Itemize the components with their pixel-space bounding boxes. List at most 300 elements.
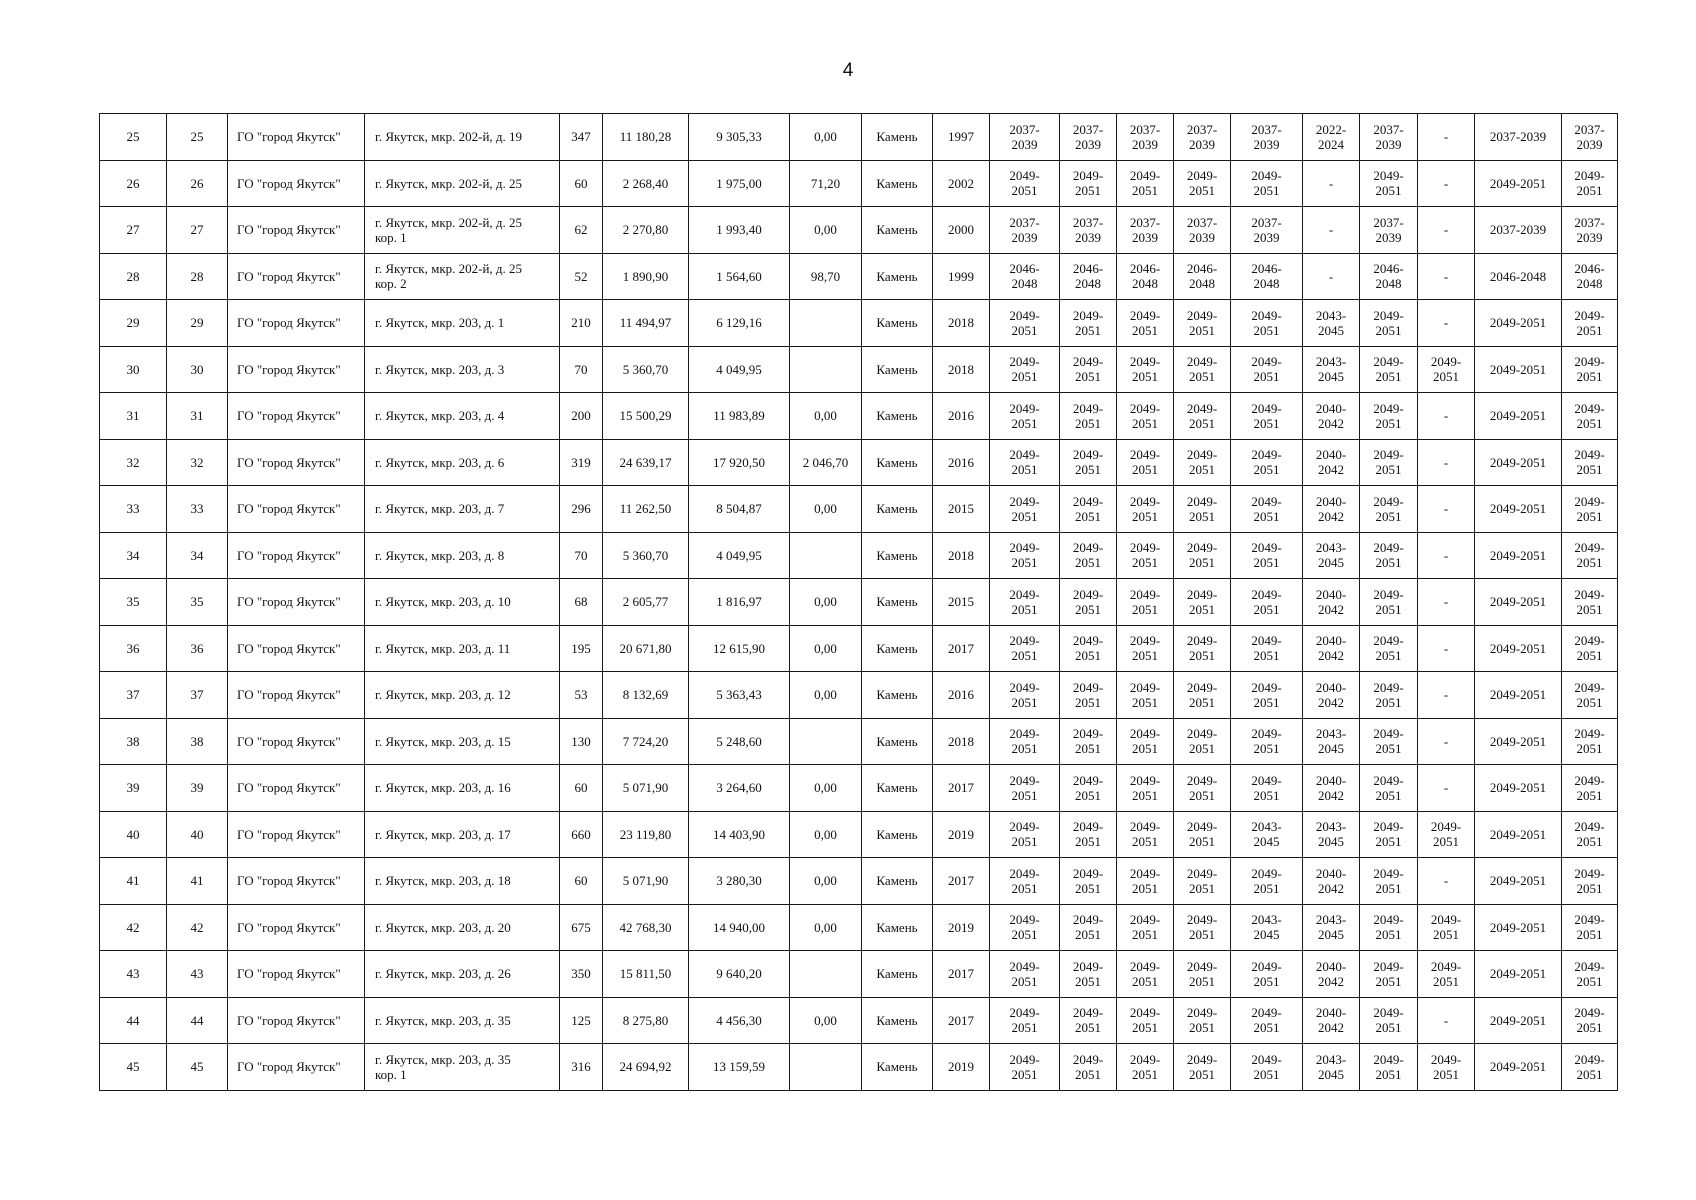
work-period-cell-4: 2049- 2051 (1174, 718, 1231, 765)
work-period-cell-1: 2049- 2051 (990, 672, 1060, 719)
work-period-cell-4: 2049- 2051 (1174, 997, 1231, 1044)
program-number-cell: 38 (167, 718, 228, 765)
work-period-cell-9: 2049-2051 (1475, 904, 1562, 951)
municipality-cell: ГО "город Якутск" (228, 207, 365, 254)
program-number-cell: 25 (167, 114, 228, 161)
table-row (100, 765, 1618, 812)
work-period-cell-8: - (1418, 625, 1475, 672)
commission-year-cell: 2019 (933, 811, 990, 858)
work-period-cell-2: 2049- 2051 (1060, 951, 1117, 998)
work-period-cell-9: 2049-2051 (1475, 393, 1562, 440)
nonliving-area-cell: 0,00 (790, 393, 862, 440)
work-period-cell-5: 2046- 2048 (1231, 253, 1303, 300)
work-period-cell-5: 2049- 2051 (1231, 672, 1303, 719)
work-period-cell-5: 2049- 2051 (1231, 765, 1303, 812)
work-period-cell-4: 2049- 2051 (1174, 858, 1231, 905)
commission-year-cell: 2017 (933, 765, 990, 812)
work-period-cell-2: 2037- 2039 (1060, 114, 1117, 161)
living-area-cell: 4 456,30 (689, 997, 790, 1044)
address-cell: г. Якутск, мкр. 203, д. 3 (365, 346, 560, 393)
municipality-cell: ГО "город Якутск" (228, 160, 365, 207)
work-period-cell-8: 2049- 2051 (1418, 346, 1475, 393)
address-cell: г. Якутск, мкр. 203, д. 1 (365, 300, 560, 347)
work-period-cell-6: 2043- 2045 (1303, 346, 1360, 393)
table-row (100, 579, 1618, 626)
work-period-cell-5: 2049- 2051 (1231, 300, 1303, 347)
work-period-cell-9: 2037-2039 (1475, 207, 1562, 254)
wall-material-cell: Камень (862, 114, 933, 161)
work-period-cell-10: 2049- 2051 (1562, 765, 1618, 812)
work-period-cell-1: 2049- 2051 (990, 486, 1060, 533)
living-area-cell: 12 615,90 (689, 625, 790, 672)
municipality-cell: ГО "город Якутск" (228, 904, 365, 951)
work-period-cell-2: 2049- 2051 (1060, 625, 1117, 672)
work-period-cell-3: 2049- 2051 (1117, 625, 1174, 672)
work-period-cell-7: 2049- 2051 (1360, 486, 1418, 533)
living-area-cell: 17 920,50 (689, 439, 790, 486)
work-period-cell-7: 2049- 2051 (1360, 439, 1418, 486)
program-number-cell: 35 (167, 579, 228, 626)
program-number-cell: 29 (167, 300, 228, 347)
residents-cell: 60 (560, 858, 603, 905)
commission-year-cell: 2019 (933, 904, 990, 951)
living-area-cell: 5 363,43 (689, 672, 790, 719)
work-period-cell-2: 2049- 2051 (1060, 439, 1117, 486)
work-period-cell-3: 2049- 2051 (1117, 393, 1174, 440)
work-period-cell-2: 2049- 2051 (1060, 672, 1117, 719)
work-period-cell-8: - (1418, 532, 1475, 579)
row-number-cell: 31 (100, 393, 167, 440)
commission-year-cell: 1999 (933, 253, 990, 300)
living-area-cell: 13 159,59 (689, 1044, 790, 1091)
work-period-cell-8: - (1418, 207, 1475, 254)
total-area-cell: 5 360,70 (603, 532, 689, 579)
work-period-cell-6: - (1303, 160, 1360, 207)
work-period-cell-3: 2049- 2051 (1117, 858, 1174, 905)
wall-material-cell: Камень (862, 207, 933, 254)
work-period-cell-8: - (1418, 672, 1475, 719)
table-row (100, 672, 1618, 719)
nonliving-area-cell (790, 1044, 862, 1091)
work-period-cell-7: 2049- 2051 (1360, 765, 1418, 812)
work-period-cell-10: 2049- 2051 (1562, 811, 1618, 858)
work-period-cell-3: 2049- 2051 (1117, 486, 1174, 533)
address-cell: г. Якутск, мкр. 203, д. 16 (365, 765, 560, 812)
work-period-cell-7: 2046- 2048 (1360, 253, 1418, 300)
work-period-cell-9: 2049-2051 (1475, 858, 1562, 905)
work-period-cell-3: 2049- 2051 (1117, 765, 1174, 812)
wall-material-cell: Камень (862, 160, 933, 207)
work-period-cell-3: 2049- 2051 (1117, 579, 1174, 626)
work-period-cell-2: 2049- 2051 (1060, 532, 1117, 579)
municipality-cell: ГО "город Якутск" (228, 811, 365, 858)
work-period-cell-9: 2049-2051 (1475, 765, 1562, 812)
residents-cell: 70 (560, 346, 603, 393)
work-period-cell-10: 2049- 2051 (1562, 1044, 1618, 1091)
work-period-cell-9: 2037-2039 (1475, 114, 1562, 161)
living-area-cell: 6 129,16 (689, 300, 790, 347)
work-period-cell-3: 2049- 2051 (1117, 160, 1174, 207)
wall-material-cell: Камень (862, 718, 933, 765)
municipality-cell: ГО "город Якутск" (228, 718, 365, 765)
wall-material-cell: Камень (862, 672, 933, 719)
residents-cell: 195 (560, 625, 603, 672)
work-period-cell-7: 2049- 2051 (1360, 346, 1418, 393)
work-period-cell-9: 2049-2051 (1475, 439, 1562, 486)
commission-year-cell: 2015 (933, 486, 990, 533)
work-period-cell-1: 2049- 2051 (990, 811, 1060, 858)
work-period-cell-6: 2043- 2045 (1303, 718, 1360, 765)
address-cell: г. Якутск, мкр. 203, д. 18 (365, 858, 560, 905)
table-row (100, 114, 1618, 161)
work-period-cell-8: - (1418, 997, 1475, 1044)
work-period-cell-4: 2049- 2051 (1174, 393, 1231, 440)
total-area-cell: 5 360,70 (603, 346, 689, 393)
row-number-cell: 34 (100, 532, 167, 579)
address-cell: г. Якутск, мкр. 203, д. 4 (365, 393, 560, 440)
work-period-cell-6: - (1303, 207, 1360, 254)
work-period-cell-10: 2049- 2051 (1562, 532, 1618, 579)
total-area-cell: 11 262,50 (603, 486, 689, 533)
work-period-cell-3: 2049- 2051 (1117, 532, 1174, 579)
work-period-cell-8: - (1418, 579, 1475, 626)
row-number-cell: 35 (100, 579, 167, 626)
work-period-cell-5: 2049- 2051 (1231, 625, 1303, 672)
work-period-cell-7: 2049- 2051 (1360, 393, 1418, 440)
work-period-cell-5: 2049- 2051 (1231, 393, 1303, 440)
work-period-cell-3: 2037- 2039 (1117, 207, 1174, 254)
row-number-cell: 36 (100, 625, 167, 672)
work-period-cell-7: 2049- 2051 (1360, 625, 1418, 672)
address-cell: г. Якутск, мкр. 203, д. 6 (365, 439, 560, 486)
work-period-cell-10: 2037- 2039 (1562, 114, 1618, 161)
work-period-cell-3: 2049- 2051 (1117, 904, 1174, 951)
table-row (100, 951, 1618, 998)
total-area-cell: 8 275,80 (603, 997, 689, 1044)
commission-year-cell: 2018 (933, 300, 990, 347)
row-number-cell: 28 (100, 253, 167, 300)
residents-cell: 62 (560, 207, 603, 254)
table-row (100, 300, 1618, 347)
wall-material-cell: Камень (862, 579, 933, 626)
commission-year-cell: 2018 (933, 532, 990, 579)
program-number-cell: 31 (167, 393, 228, 440)
living-area-cell: 1 975,00 (689, 160, 790, 207)
table-row (100, 858, 1618, 905)
work-period-cell-5: 2049- 2051 (1231, 160, 1303, 207)
work-period-cell-1: 2049- 2051 (990, 904, 1060, 951)
wall-material-cell: Камень (862, 811, 933, 858)
nonliving-area-cell (790, 951, 862, 998)
work-period-cell-9: 2049-2051 (1475, 951, 1562, 998)
residents-cell: 319 (560, 439, 603, 486)
table-row (100, 718, 1618, 765)
nonliving-area-cell: 0,00 (790, 858, 862, 905)
work-period-cell-10: 2049- 2051 (1562, 393, 1618, 440)
program-number-cell: 44 (167, 997, 228, 1044)
work-period-cell-5: 2049- 2051 (1231, 718, 1303, 765)
wall-material-cell: Камень (862, 346, 933, 393)
work-period-cell-8: 2049- 2051 (1418, 951, 1475, 998)
work-period-cell-7: 2049- 2051 (1360, 904, 1418, 951)
municipality-cell: ГО "город Якутск" (228, 114, 365, 161)
row-number-cell: 32 (100, 439, 167, 486)
table-row (100, 532, 1618, 579)
row-number-cell: 44 (100, 997, 167, 1044)
municipality-cell: ГО "город Якутск" (228, 532, 365, 579)
program-number-cell: 26 (167, 160, 228, 207)
work-period-cell-3: 2049- 2051 (1117, 346, 1174, 393)
residents-cell: 347 (560, 114, 603, 161)
work-period-cell-8: - (1418, 160, 1475, 207)
wall-material-cell: Камень (862, 532, 933, 579)
residents-cell: 60 (560, 765, 603, 812)
wall-material-cell: Камень (862, 997, 933, 1044)
nonliving-area-cell: 0,00 (790, 207, 862, 254)
work-period-cell-10: 2049- 2051 (1562, 160, 1618, 207)
program-number-cell: 34 (167, 532, 228, 579)
row-number-cell: 29 (100, 300, 167, 347)
work-period-cell-6: 2040- 2042 (1303, 393, 1360, 440)
commission-year-cell: 2002 (933, 160, 990, 207)
address-cell: г. Якутск, мкр. 202-й, д. 19 (365, 114, 560, 161)
living-area-cell: 3 280,30 (689, 858, 790, 905)
table-row (100, 904, 1618, 951)
work-period-cell-10: 2049- 2051 (1562, 858, 1618, 905)
work-period-cell-4: 2049- 2051 (1174, 160, 1231, 207)
municipality-cell: ГО "город Якутск" (228, 997, 365, 1044)
work-period-cell-8: - (1418, 486, 1475, 533)
work-period-cell-1: 2049- 2051 (990, 300, 1060, 347)
work-period-cell-7: 2049- 2051 (1360, 579, 1418, 626)
municipality-cell: ГО "город Якутск" (228, 486, 365, 533)
work-period-cell-10: 2049- 2051 (1562, 904, 1618, 951)
work-period-cell-1: 2049- 2051 (990, 718, 1060, 765)
work-period-cell-1: 2037- 2039 (990, 114, 1060, 161)
total-area-cell: 15 500,29 (603, 393, 689, 440)
nonliving-area-cell (790, 532, 862, 579)
work-period-cell-4: 2049- 2051 (1174, 346, 1231, 393)
row-number-cell: 43 (100, 951, 167, 998)
total-area-cell: 15 811,50 (603, 951, 689, 998)
work-period-cell-6: 2043- 2045 (1303, 532, 1360, 579)
work-period-cell-6: 2040- 2042 (1303, 951, 1360, 998)
work-period-cell-3: 2049- 2051 (1117, 811, 1174, 858)
work-period-cell-6: 2043- 2045 (1303, 300, 1360, 347)
work-period-cell-10: 2049- 2051 (1562, 625, 1618, 672)
work-period-cell-5: 2049- 2051 (1231, 579, 1303, 626)
municipality-cell: ГО "город Якутск" (228, 625, 365, 672)
residents-cell: 210 (560, 300, 603, 347)
nonliving-area-cell: 0,00 (790, 486, 862, 533)
work-period-cell-4: 2037- 2039 (1174, 207, 1231, 254)
wall-material-cell: Камень (862, 486, 933, 533)
work-period-cell-8: - (1418, 858, 1475, 905)
program-number-cell: 30 (167, 346, 228, 393)
work-period-cell-10: 2049- 2051 (1562, 486, 1618, 533)
page-number: 4 (842, 60, 854, 81)
work-period-cell-4: 2049- 2051 (1174, 811, 1231, 858)
table-row (100, 207, 1618, 254)
total-area-cell: 24 639,17 (603, 439, 689, 486)
municipality-cell: ГО "город Якутск" (228, 1044, 365, 1091)
program-number-cell: 36 (167, 625, 228, 672)
total-area-cell: 8 132,69 (603, 672, 689, 719)
total-area-cell: 2 270,80 (603, 207, 689, 254)
living-area-cell: 4 049,95 (689, 532, 790, 579)
living-area-cell: 11 983,89 (689, 393, 790, 440)
work-period-cell-4: 2049- 2051 (1174, 672, 1231, 719)
work-period-cell-2: 2037- 2039 (1060, 207, 1117, 254)
work-period-cell-3: 2049- 2051 (1117, 672, 1174, 719)
commission-year-cell: 2015 (933, 579, 990, 626)
total-area-cell: 7 724,20 (603, 718, 689, 765)
wall-material-cell: Камень (862, 393, 933, 440)
municipality-cell: ГО "город Якутск" (228, 951, 365, 998)
commission-year-cell: 2017 (933, 858, 990, 905)
nonliving-area-cell: 0,00 (790, 811, 862, 858)
total-area-cell: 11 180,28 (603, 114, 689, 161)
municipality-cell: ГО "город Якутск" (228, 672, 365, 719)
work-period-cell-2: 2049- 2051 (1060, 904, 1117, 951)
residents-cell: 125 (560, 997, 603, 1044)
work-period-cell-6: 2043- 2045 (1303, 811, 1360, 858)
work-period-cell-10: 2049- 2051 (1562, 300, 1618, 347)
work-period-cell-8: 2049- 2051 (1418, 811, 1475, 858)
residents-cell: 53 (560, 672, 603, 719)
work-period-cell-5: 2049- 2051 (1231, 858, 1303, 905)
work-period-cell-5: 2049- 2051 (1231, 486, 1303, 533)
work-period-cell-6: 2040- 2042 (1303, 579, 1360, 626)
work-period-cell-7: 2049- 2051 (1360, 1044, 1418, 1091)
total-area-cell: 42 768,30 (603, 904, 689, 951)
row-number-cell: 40 (100, 811, 167, 858)
residents-cell: 316 (560, 1044, 603, 1091)
work-period-cell-6: 2040- 2042 (1303, 858, 1360, 905)
nonliving-area-cell (790, 718, 862, 765)
commission-year-cell: 2017 (933, 997, 990, 1044)
work-period-cell-1: 2049- 2051 (990, 532, 1060, 579)
work-period-cell-2: 2049- 2051 (1060, 160, 1117, 207)
municipality-cell: ГО "город Якутск" (228, 858, 365, 905)
wall-material-cell: Камень (862, 625, 933, 672)
table-row (100, 393, 1618, 440)
commission-year-cell: 2017 (933, 951, 990, 998)
work-period-cell-10: 2049- 2051 (1562, 579, 1618, 626)
work-period-cell-5: 2049- 2051 (1231, 1044, 1303, 1091)
work-period-cell-8: - (1418, 765, 1475, 812)
municipality-cell: ГО "город Якутск" (228, 346, 365, 393)
work-period-cell-5: 2049- 2051 (1231, 439, 1303, 486)
living-area-cell: 1 993,40 (689, 207, 790, 254)
work-period-cell-10: 2049- 2051 (1562, 997, 1618, 1044)
work-period-cell-2: 2046- 2048 (1060, 253, 1117, 300)
work-period-cell-8: 2049- 2051 (1418, 1044, 1475, 1091)
work-period-cell-3: 2049- 2051 (1117, 718, 1174, 765)
work-period-cell-1: 2049- 2051 (990, 951, 1060, 998)
work-period-cell-3: 2049- 2051 (1117, 1044, 1174, 1091)
wall-material-cell: Камень (862, 300, 933, 347)
address-cell: г. Якутск, мкр. 203, д. 35 кор. 1 (365, 1044, 560, 1091)
work-period-cell-1: 2037- 2039 (990, 207, 1060, 254)
commission-year-cell: 2016 (933, 439, 990, 486)
work-period-cell-8: - (1418, 253, 1475, 300)
work-period-cell-1: 2046- 2048 (990, 253, 1060, 300)
address-cell: г. Якутск, мкр. 202-й, д. 25 кор. 1 (365, 207, 560, 254)
work-period-cell-7: 2049- 2051 (1360, 160, 1418, 207)
work-period-cell-10: 2049- 2051 (1562, 718, 1618, 765)
housing-registry-table (99, 113, 1618, 1091)
work-period-cell-6: 2040- 2042 (1303, 672, 1360, 719)
residents-cell: 675 (560, 904, 603, 951)
row-number-cell: 42 (100, 904, 167, 951)
work-period-cell-1: 2049- 2051 (990, 160, 1060, 207)
program-number-cell: 39 (167, 765, 228, 812)
living-area-cell: 1 564,60 (689, 253, 790, 300)
row-number-cell: 45 (100, 1044, 167, 1091)
municipality-cell: ГО "город Якутск" (228, 300, 365, 347)
row-number-cell: 30 (100, 346, 167, 393)
municipality-cell: ГО "город Якутск" (228, 765, 365, 812)
work-period-cell-9: 2049-2051 (1475, 486, 1562, 533)
address-cell: г. Якутск, мкр. 203, д. 8 (365, 532, 560, 579)
work-period-cell-8: - (1418, 300, 1475, 347)
nonliving-area-cell: 0,00 (790, 997, 862, 1044)
living-area-cell: 14 940,00 (689, 904, 790, 951)
work-period-cell-10: 2049- 2051 (1562, 951, 1618, 998)
work-period-cell-10: 2049- 2051 (1562, 672, 1618, 719)
work-period-cell-6: 2022- 2024 (1303, 114, 1360, 161)
work-period-cell-9: 2049-2051 (1475, 672, 1562, 719)
work-period-cell-1: 2049- 2051 (990, 858, 1060, 905)
work-period-cell-6: 2040- 2042 (1303, 625, 1360, 672)
work-period-cell-4: 2037- 2039 (1174, 114, 1231, 161)
work-period-cell-4: 2049- 2051 (1174, 579, 1231, 626)
address-cell: г. Якутск, мкр. 203, д. 15 (365, 718, 560, 765)
wall-material-cell: Камень (862, 253, 933, 300)
program-number-cell: 45 (167, 1044, 228, 1091)
work-period-cell-7: 2049- 2051 (1360, 300, 1418, 347)
work-period-cell-4: 2049- 2051 (1174, 765, 1231, 812)
municipality-cell: ГО "город Якутск" (228, 253, 365, 300)
nonliving-area-cell: 0,00 (790, 765, 862, 812)
row-number-cell: 38 (100, 718, 167, 765)
work-period-cell-9: 2049-2051 (1475, 532, 1562, 579)
work-period-cell-1: 2049- 2051 (990, 625, 1060, 672)
row-number-cell: 25 (100, 114, 167, 161)
row-number-cell: 33 (100, 486, 167, 533)
work-period-cell-9: 2049-2051 (1475, 346, 1562, 393)
table-row (100, 439, 1618, 486)
address-cell: г. Якутск, мкр. 203, д. 7 (365, 486, 560, 533)
nonliving-area-cell (790, 300, 862, 347)
work-period-cell-9: 2049-2051 (1475, 1044, 1562, 1091)
commission-year-cell: 2018 (933, 718, 990, 765)
residents-cell: 52 (560, 253, 603, 300)
work-period-cell-5: 2037- 2039 (1231, 114, 1303, 161)
table-row (100, 997, 1618, 1044)
work-period-cell-3: 2049- 2051 (1117, 300, 1174, 347)
municipality-cell: ГО "город Якутск" (228, 439, 365, 486)
program-number-cell: 33 (167, 486, 228, 533)
work-period-cell-6: 2040- 2042 (1303, 765, 1360, 812)
work-period-cell-9: 2046-2048 (1475, 253, 1562, 300)
commission-year-cell: 2017 (933, 625, 990, 672)
row-number-cell: 41 (100, 858, 167, 905)
nonliving-area-cell: 71,20 (790, 160, 862, 207)
work-period-cell-7: 2049- 2051 (1360, 532, 1418, 579)
work-period-cell-7: 2049- 2051 (1360, 951, 1418, 998)
